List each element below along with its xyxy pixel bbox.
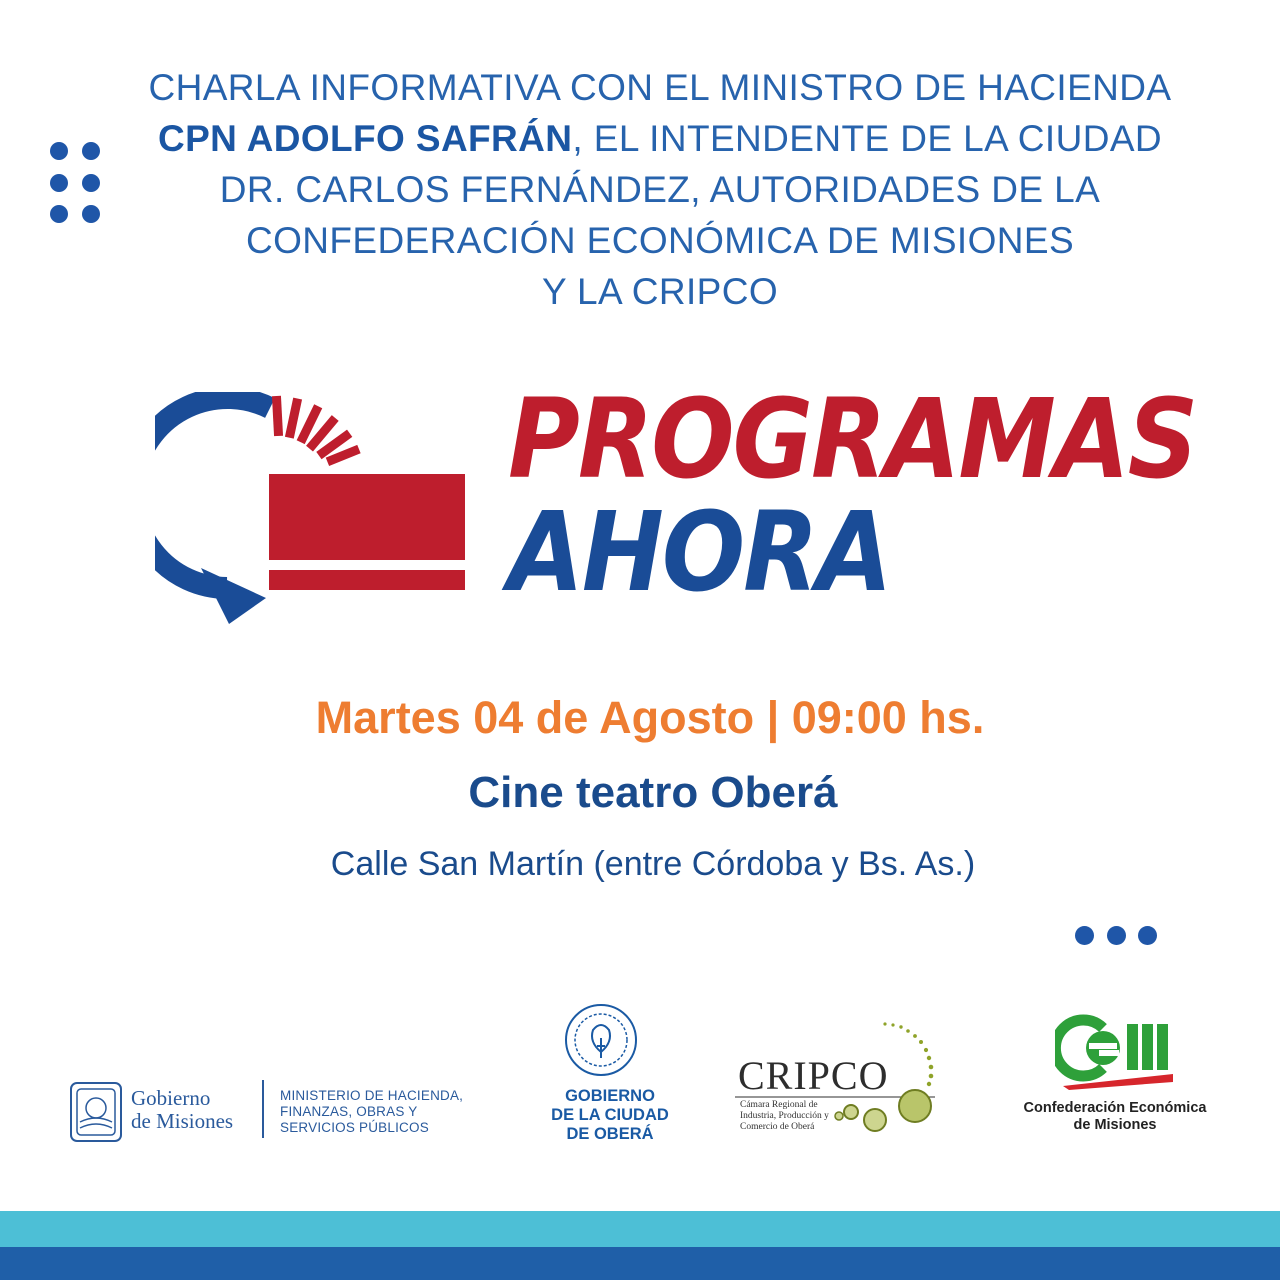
ministry-name bbox=[280, 1088, 463, 1136]
minister-name: CPN ADOLFO SAFRÁN bbox=[157, 118, 573, 159]
headline-line-4: CONFEDERACIÓN ECONÓMICA DE MISIONES bbox=[245, 220, 1075, 261]
headline-line-3: DR. CARLOS FERNÁNDEZ, AUTORIDADES DE LA bbox=[219, 169, 1101, 210]
decorative-dot-row bbox=[1075, 926, 1159, 946]
brand-word-ahora: AHORA bbox=[508, 489, 891, 617]
headline-line-1: CHARLA INFORMATIVA CON EL MINISTRO DE HACIENDA bbox=[148, 67, 1172, 108]
cem-logo-icon bbox=[1055, 1010, 1177, 1090]
cem-line-1: Confederación Económica bbox=[1023, 1100, 1207, 1116]
obera-line-1: GOBIERNO bbox=[565, 1087, 655, 1105]
brand-word-programas: PROGRAMAS bbox=[508, 376, 1197, 504]
footer-band-light bbox=[0, 1211, 1280, 1247]
headline-line-2-rest: , EL INTENDENTE DE LA CIUDAD bbox=[572, 118, 1163, 159]
ministry-line-1: MINISTERIO DE HACIENDA, bbox=[280, 1088, 464, 1103]
event-venue: Cine teatro Oberá bbox=[468, 768, 838, 817]
ministry-line-3: SERVICIOS PÚBLICOS bbox=[280, 1120, 429, 1135]
card-refresh-icon bbox=[155, 392, 475, 632]
decorative-dot-grid bbox=[50, 142, 104, 226]
logo-divider bbox=[262, 1080, 264, 1138]
cripco-sub-line-1: Cámara Regional de bbox=[740, 1100, 818, 1110]
sponsor-logos bbox=[0, 990, 1280, 1170]
cripco-sub-line-2: Industria, Producción y bbox=[740, 1111, 829, 1121]
cem-name bbox=[1000, 1100, 1230, 1134]
cripco-subtitle bbox=[740, 1100, 829, 1133]
gobierno-line-2: de Misiones bbox=[131, 1109, 234, 1133]
obera-seal-icon bbox=[563, 1002, 639, 1078]
cripco-title: CRIPCO bbox=[738, 1053, 889, 1098]
headline-line-2 bbox=[100, 113, 1220, 164]
footer-band-dark bbox=[0, 1247, 1280, 1280]
obera-line-3: DE OBERÁ bbox=[566, 1125, 654, 1143]
cripco-sub-line-3: Comercio de Oberá bbox=[740, 1122, 815, 1132]
obera-line-2: DE LA CIUDAD bbox=[551, 1106, 669, 1124]
cem-line-2: de Misiones bbox=[1073, 1117, 1157, 1133]
event-headline bbox=[100, 62, 1220, 317]
event-date-time: Martes 04 de Agosto | 09:00 hs. bbox=[315, 692, 985, 743]
gobierno-misiones-name bbox=[131, 1087, 233, 1133]
obera-government-name bbox=[520, 1087, 700, 1144]
headline-line-5: Y LA CRIPCO bbox=[541, 271, 779, 312]
gobierno-misiones-shield-icon bbox=[68, 1080, 124, 1144]
gobierno-line-1: Gobierno bbox=[131, 1086, 211, 1110]
event-address: Calle San Martín (entre Córdoba y Bs. As.) bbox=[330, 845, 976, 883]
ministry-line-2: FINANZAS, OBRAS Y bbox=[280, 1104, 418, 1119]
